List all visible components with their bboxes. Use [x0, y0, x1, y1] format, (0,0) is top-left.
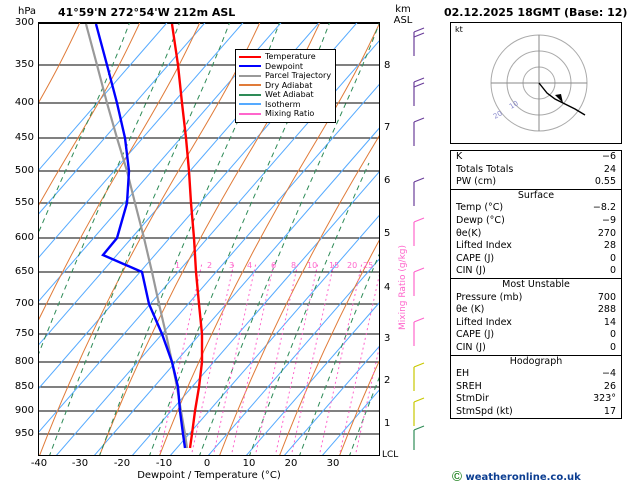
legend-item: [239, 100, 331, 110]
index-key: CAPE (J): [456, 329, 495, 341]
legend-swatch-dewpoint: [239, 65, 261, 67]
table-row: [451, 176, 621, 189]
skewt-plot-area: [38, 22, 380, 456]
index-value: 0: [609, 265, 616, 277]
legend-item: [239, 81, 331, 91]
index-key: Temp (°C): [456, 202, 504, 214]
legend-item: [239, 71, 331, 81]
legend-item: [239, 90, 331, 100]
index-key: StmSpd (kt): [456, 405, 513, 417]
section-header-most-unstable: Most Unstable: [451, 278, 621, 292]
copyright-credit: [452, 468, 581, 483]
height-tick: 7: [384, 122, 391, 133]
index-value: 26: [603, 380, 616, 392]
table-row: [451, 202, 621, 215]
pressure-tick: 900: [14, 405, 34, 416]
index-key: CAPE (J): [456, 252, 495, 264]
hodograph-ring-label: 10: [508, 99, 520, 111]
index-key: StmDir: [456, 393, 489, 405]
index-value: −6: [601, 151, 616, 162]
index-value: 28: [603, 240, 616, 252]
table-row: [451, 292, 621, 305]
mixing-ratio-value: 4: [247, 261, 253, 270]
legend-label-parcel: Parcel Trajectory: [265, 71, 332, 80]
table-row: [451, 406, 621, 419]
table-row: [451, 151, 621, 164]
index-key: SREH: [456, 380, 482, 392]
pressure-tick: 650: [14, 266, 34, 277]
right-column: [444, 0, 629, 486]
index-key: θe(K): [456, 227, 482, 239]
temp-tick: 0: [203, 458, 211, 469]
index-key: Lifted Index: [456, 316, 512, 328]
index-key: PW (cm): [456, 176, 497, 188]
table-row: [451, 393, 621, 406]
height-axis-unit: km ASL: [393, 4, 413, 26]
temp-tick: -30: [71, 458, 89, 469]
mixing-ratio-value: 8: [291, 261, 297, 270]
mixing-ratio-value: 1: [175, 261, 181, 270]
index-value: 24: [603, 163, 616, 175]
legend-item: [239, 109, 331, 119]
legend-item: [239, 52, 331, 62]
indices-table: [450, 150, 622, 419]
index-key: Pressure (mb): [456, 291, 523, 303]
index-value: −8.2: [592, 202, 616, 214]
index-value: 14: [603, 316, 616, 328]
index-key: Totals Totals: [456, 163, 514, 175]
pressure-tick: 600: [14, 232, 34, 243]
mixing-ratio-axis-title: Mixing Ratio (g/kg): [398, 244, 408, 330]
station-title: 41°59'N 272°54'W 212m ASL: [58, 6, 236, 19]
index-value: 288: [597, 304, 616, 316]
temp-tick: 30: [326, 458, 340, 469]
table-row: [451, 164, 621, 177]
index-key: CIN (J): [456, 341, 486, 353]
forecast-datetime-title: 02.12.2025 18GMT (Base: 12): [444, 6, 628, 19]
x-axis-title: Dewpoint / Temperature (°C): [137, 470, 281, 481]
pressure-axis-unit: hPa: [18, 6, 37, 17]
pressure-tick: 500: [14, 165, 34, 176]
table-row: [451, 253, 621, 266]
table-row: [451, 368, 621, 381]
table-row: [451, 317, 621, 330]
height-tick: 1: [384, 418, 391, 429]
index-key: Dewp (°C): [456, 214, 505, 226]
mixing-ratio-value: 20: [347, 261, 358, 270]
index-value: −9: [601, 214, 616, 226]
height-tick: 4: [384, 282, 391, 293]
height-tick: 6: [384, 175, 391, 186]
mixing-ratio-value: 2: [207, 261, 213, 270]
index-key: Lifted Index: [456, 240, 512, 252]
legend-swatch-dry-adiabat: [239, 84, 261, 86]
legend-item: [239, 62, 331, 72]
temp-tick: 10: [242, 458, 256, 469]
index-value: 0: [609, 252, 616, 264]
index-key: K: [456, 151, 463, 162]
chart-legend: [235, 49, 336, 123]
index-key: EH: [456, 368, 470, 380]
table-row: [451, 381, 621, 394]
pressure-tick: 550: [14, 197, 34, 208]
mixing-ratio-value: 10: [307, 261, 318, 270]
table-row: [451, 304, 621, 317]
height-tick: 3: [384, 333, 391, 344]
legend-label-mixing-ratio: Mixing Ratio: [265, 109, 315, 118]
section-header-surface: Surface: [451, 189, 621, 203]
mixing-ratio-value: 15: [329, 261, 340, 270]
pressure-tick: 350: [14, 59, 34, 70]
globe-icon: Ⓒ: [452, 472, 462, 483]
temp-tick: 20: [284, 458, 298, 469]
temp-tick: -40: [30, 458, 48, 469]
legend-label-wet-adiabat: Wet Adiabat: [265, 90, 314, 99]
pressure-tick: 450: [14, 132, 34, 143]
legend-swatch-parcel: [239, 75, 261, 77]
hodograph-unit-label: kt: [455, 25, 463, 34]
table-row: [451, 329, 621, 342]
index-value: 270: [597, 227, 616, 239]
pressure-tick: 400: [14, 97, 34, 108]
index-value: 323°: [593, 393, 616, 405]
section-header-hodograph: Hodograph: [451, 355, 621, 369]
pressure-tick: 300: [14, 17, 34, 28]
table-row: [451, 265, 621, 278]
credit-text: weatheronline.co.uk: [465, 472, 581, 483]
index-value: 0: [609, 341, 616, 353]
index-value: −4: [601, 368, 616, 380]
table-row: [451, 240, 621, 253]
pressure-tick: 800: [14, 356, 34, 367]
index-key: CIN (J): [456, 265, 486, 277]
pressure-tick: 750: [14, 328, 34, 339]
legend-swatch-wet-adiabat: [239, 94, 261, 96]
wind-barb-column: [404, 22, 430, 456]
legend-label-temperature: Temperature: [265, 52, 316, 61]
hodograph-svg: [451, 23, 621, 143]
legend-label-dry-adiabat: Dry Adiabat: [265, 80, 313, 90]
legend-swatch-isotherm: [239, 103, 261, 105]
mixing-ratio-value: 6: [271, 261, 277, 270]
legend-label-dewpoint: Dewpoint: [265, 61, 304, 71]
legend-swatch-mixing-ratio: [239, 113, 261, 115]
temp-tick: -20: [113, 458, 131, 469]
lcl-label: LCL: [382, 450, 399, 460]
mixing-ratio-value: 25: [363, 261, 374, 270]
height-tick: 8: [384, 60, 391, 71]
index-value: 17: [603, 405, 616, 417]
hodograph-ring-label: 20: [492, 109, 504, 121]
index-value: 0: [609, 329, 616, 341]
table-row: [451, 228, 621, 241]
pressure-tick: 950: [14, 428, 34, 439]
height-tick: 5: [384, 228, 391, 239]
mixing-ratio-value: 3: [229, 261, 235, 270]
table-row: [451, 215, 621, 228]
index-value: 0.55: [594, 176, 616, 188]
pressure-tick: 850: [14, 381, 34, 392]
pressure-tick: 700: [14, 298, 34, 309]
table-row: [451, 342, 621, 355]
legend-label-isotherm: Isotherm: [265, 99, 301, 109]
legend-swatch-temperature: [239, 56, 261, 58]
hodograph-panel: [450, 22, 622, 144]
height-tick: 2: [384, 375, 391, 386]
index-value: 700: [597, 291, 616, 303]
temp-tick: -10: [155, 458, 173, 469]
index-key: θe (K): [456, 304, 485, 316]
